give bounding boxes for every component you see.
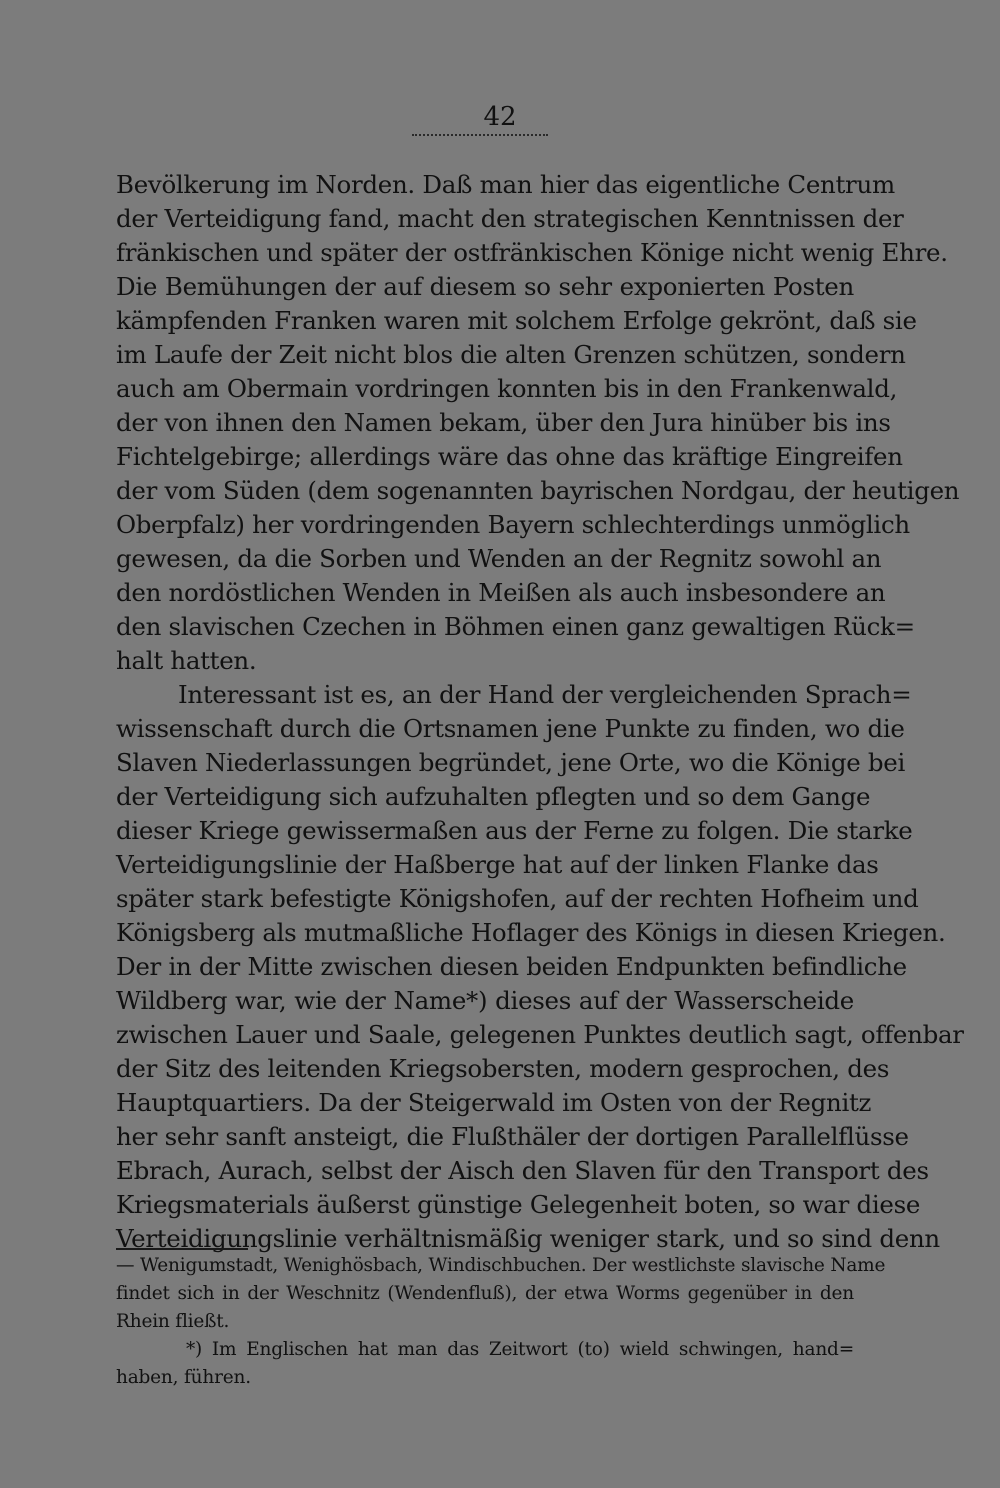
body-line: der Verteidigung sich aufzuhalten pflegten und so dem Gange: [116, 782, 871, 811]
footnote-line: haben, führen.: [116, 1367, 251, 1388]
body-line: Der in der Mitte zwischen diesen beiden Endpunkten befindliche: [116, 952, 907, 981]
body-line: den nordöstlichen Wenden in Meißen als auch insbesondere an: [116, 578, 886, 607]
body-line: Ebrach, Aurach, selbst der Aisch den Slaven für den Transport des: [116, 1156, 929, 1185]
body-line: der Verteidigung fand, macht den strategischen Kenntnissen der: [116, 204, 904, 233]
body-line: im Laufe der Zeit nicht blos die alten Grenzen schützen, sondern: [116, 340, 906, 369]
body-line: Königsberg als mutmaßliche Hoflager des Königs in diesen Kriegen.: [116, 918, 946, 947]
body-line: halt hatten.: [116, 646, 257, 675]
body-line: Die Bemühungen der auf diesem so sehr exponierten Posten: [116, 272, 854, 301]
page-number: 42: [483, 102, 517, 132]
body-line: kämpfenden Franken waren mit solchem Erfolge gekrönt, daß sie: [116, 306, 917, 335]
footnote-line: *) Im Englischen hat man das Zeitwort (to) wield schwingen, hand=: [186, 1339, 854, 1360]
footnote-line: — Wenigumstadt, Wenighösbach, Windischbuchen. Der westlichste slavische Name: [116, 1255, 886, 1276]
footnote-line: findet sich in der Weschnitz (Wendenfluß), der etwa Worms gegenüber in den: [116, 1283, 854, 1304]
body-line: Hauptquartiers. Da der Steigerwald im Osten von der Regnitz: [116, 1088, 872, 1117]
body-line: der von ihnen den Namen bekam, über den Jura hinüber bis ins: [116, 408, 891, 437]
body-line: Oberpfalz) her vordringenden Bayern schlechterdings unmöglich: [116, 510, 910, 539]
footnotes: [116, 1252, 886, 1392]
body-line: her sehr sanft ansteigt, die Flußthäler der dortigen Parallelflüsse: [116, 1122, 909, 1151]
body-line: Verteidigungslinie der Haßberge hat auf der linken Flanke das: [116, 850, 879, 879]
body-line: Bevölkerung im Norden. Daß man hier das eigentliche Centrum: [116, 170, 895, 199]
body-line: auch am Obermain vordringen konnten bis in den Frankenwald,: [116, 374, 898, 403]
body-text: [116, 168, 964, 1256]
body-line: fränkischen und später der ostfränkischen Könige nicht wenig Ehre.: [116, 238, 948, 267]
body-line: zwischen Lauer und Saale, gelegenen Punktes deutlich sagt, offenbar: [116, 1020, 964, 1049]
body-line: der Sitz des leitenden Kriegsobersten, modern gesprochen, des: [116, 1054, 890, 1083]
body-line: den slavischen Czechen in Böhmen einen ganz gewaltigen Rück=: [116, 612, 915, 641]
body-line: der vom Süden (dem sogenannten bayrischen Nordgau, der heutigen: [116, 476, 960, 505]
header-rule: [412, 134, 548, 136]
body-line: Fichtelgebirge; allerdings wäre das ohne das kräftige Eingreifen: [116, 442, 903, 471]
body-line: dieser Kriege gewissermaßen aus der Ferne zu folgen. Die starke: [116, 816, 913, 845]
footnote-rule: [116, 1248, 248, 1250]
body-line: Verteidigungslinie verhältnismäßig weniger stark, und so sind denn: [116, 1224, 940, 1253]
body-line: Slaven Niederlassungen begründet, jene Orte, wo die Könige bei: [116, 748, 906, 777]
body-line: Interessant ist es, an der Hand der vergleichenden Sprach=: [178, 680, 912, 709]
body-line: Wildberg war, wie der Name*) dieses auf der Wasserscheide: [116, 986, 854, 1015]
body-line: Kriegsmaterials äußerst günstige Gelegenheit boten, so war diese: [116, 1190, 921, 1219]
footnote-line: Rhein fließt.: [116, 1311, 230, 1332]
body-line: später stark befestigte Königshofen, auf der rechten Hofheim und: [116, 884, 919, 913]
body-line: wissenschaft durch die Ortsnamen jene Punkte zu finden, wo die: [116, 714, 905, 743]
body-line: gewesen, da die Sorben und Wenden an der Regnitz sowohl an: [116, 544, 882, 573]
